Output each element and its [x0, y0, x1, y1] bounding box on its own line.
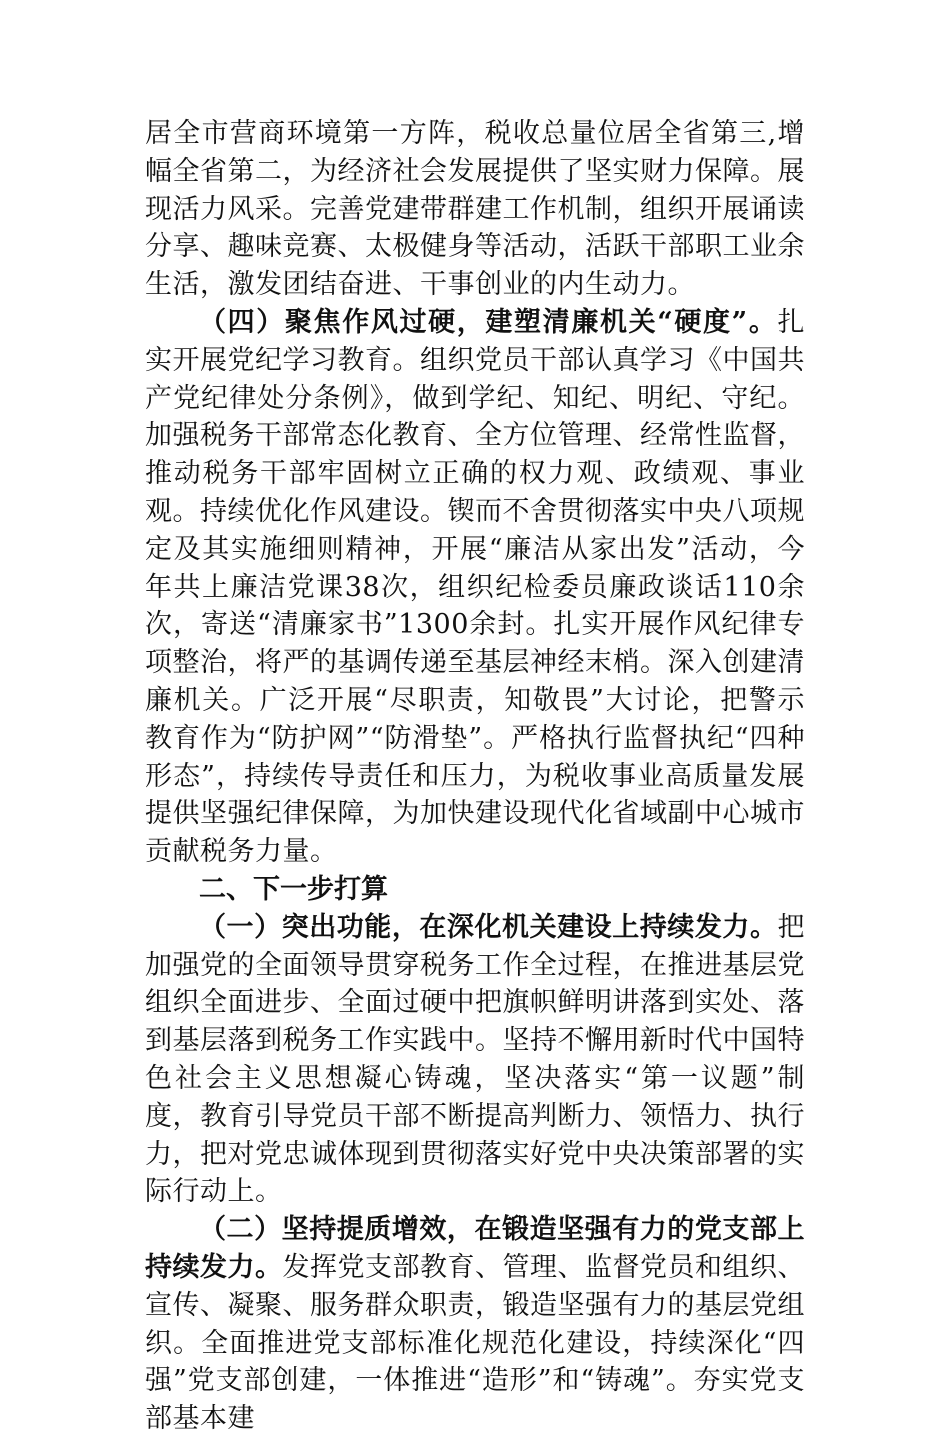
paragraph-body: 发挥党支部教育、管理、监督党员和组织、宣传、凝聚、服务群众职责，锻造坚强有力的基层党组织。全面推进党支部标准化规范化建设，持续深化“四强”党支部创建，一体推进“造形”和“铸魂”。夯实党支部基本建 [145, 1251, 805, 1435]
paragraph-body: 把加强党的全面领导贯穿税务工作全过程，在推进基层党组织全面进步、全面过硬中把旗帜鲜明讲落到实处、落到基层落到税务工作实践中。坚持不懈用新时代中国特色社会主义思想凝心铸魂，坚决落实“第一议题”制度，教育引导党员干部不断提高判断力、领悟力、执行力，把对党忠诚体现到贯彻落实好党中央决策部署的实际行动上。 [145, 911, 805, 1208]
paragraph-body: 居全市营商环境第一方阵，税收总量位居全省第三,增幅全省第二，为经济社会发展提供了坚实财力保障。展现活力风采。完善党建带群建工作机制，组织开展诵读分享、趣味竞赛、太极健身等活动，活跃干部职工业余生活，激发团结奋进、干事创业的内生动力。 [145, 118, 805, 301]
section-heading: 二、下一步打算 [199, 873, 388, 905]
paragraph-continued [145, 115, 805, 304]
paragraph-four [145, 304, 805, 871]
paragraph-lead: （二）坚持提质增效，在锻造坚强有力的党支部上持续发力。 [145, 1214, 805, 1283]
paragraph-body: 扎实开展党纪学习教育。组织党员干部认真学习《中国共产党纪律处分条例》，做到学纪、知纪、明纪、守纪。加强税务干部常态化教育、全方位管理、经常性监督，推动税务干部牢固树立正确的权力观、政绩观、事业观。持续优化作风建设。锲而不舍贯彻落实中央八项规定及其实施细则精神，开展“廉洁从家出发”活动，今年共上廉洁党课38次，组织纪检委员廉政谈话110余次，寄送“清廉家书”1300余封。扎实开展作风纪律专项整治，将严的基调传递至基层神经末梢。深入创建清廉机关。广泛开展“尽职责，知敬畏”大讨论，把警示教育作为“防护网”“防滑垫”。严格执行监督执纪“四种形态”，持续传导责任和压力，为税收事业高质量发展提供坚强纪律保障，为加快建设现代化省域副中心城市贡献税务力量。 [145, 306, 805, 868]
paragraph-lead: （一）突出功能，在深化机关建设上持续发力。 [199, 911, 778, 943]
document-page [145, 115, 805, 1438]
paragraph-lead: （四）聚焦作风过硬，建塑清廉机关“硬度”。 [199, 306, 778, 338]
paragraph-next-one [145, 909, 805, 1211]
paragraph-next-two [145, 1211, 805, 1438]
